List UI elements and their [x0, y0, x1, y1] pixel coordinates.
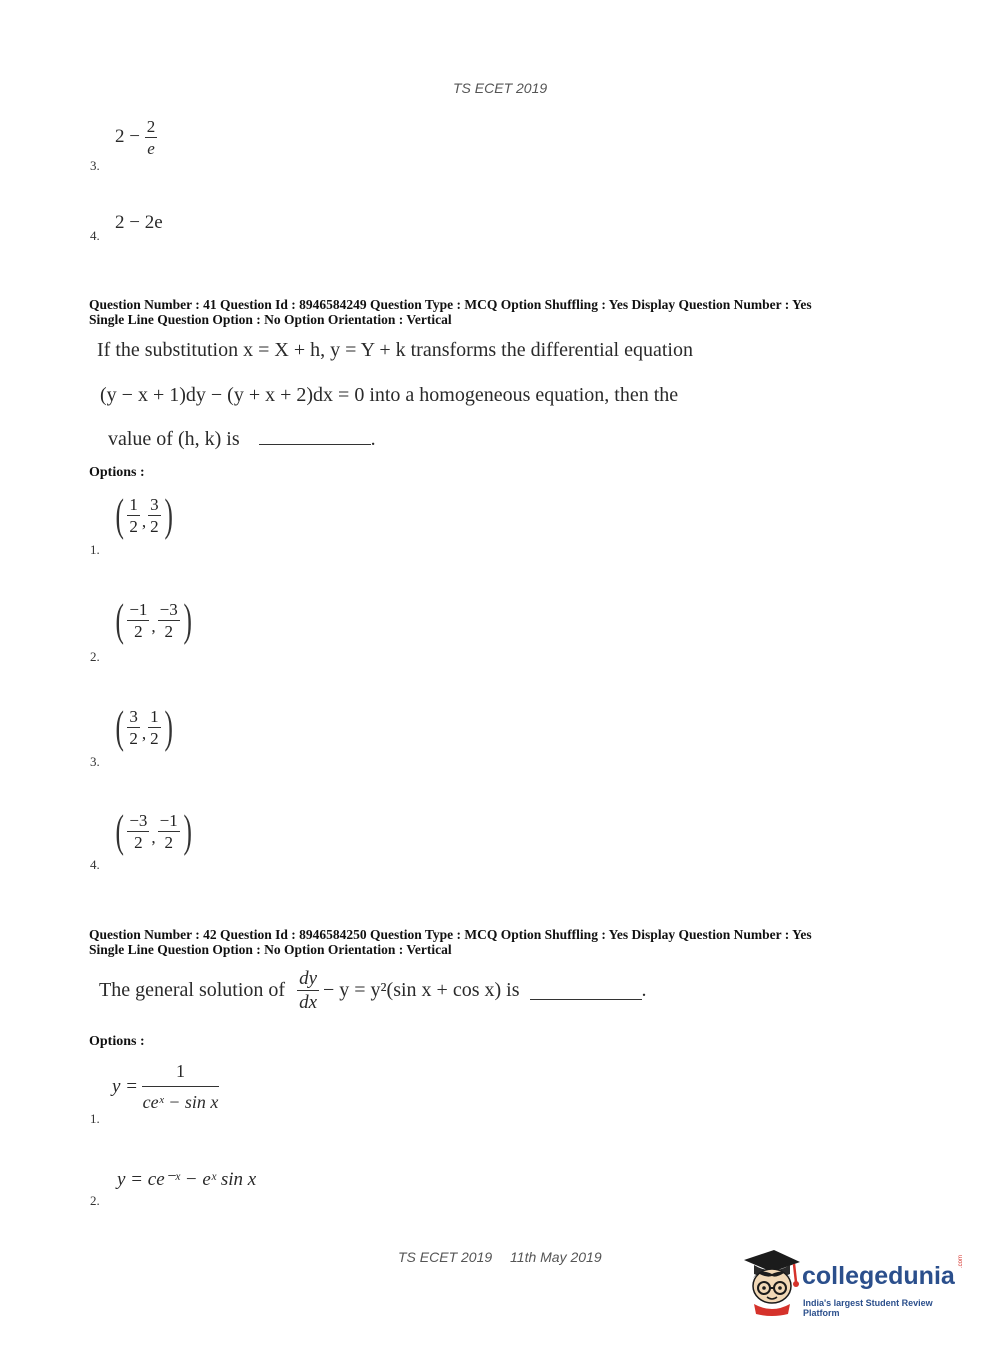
- fraction-numerator: 3: [129, 706, 138, 726]
- q42-option-2-number: 2.: [90, 1193, 100, 1208]
- footer: [398, 1249, 602, 1265]
- q41-text-line3-label: value of (h, k) is: [108, 428, 240, 450]
- q42-text-lead: The general solution of: [99, 979, 286, 1001]
- fraction-numerator: 1: [142, 1062, 219, 1087]
- q41-option-4-k: [158, 812, 180, 851]
- q42-option-1-expr: [112, 1062, 219, 1111]
- right-paren: ): [164, 489, 173, 540]
- fraction-numerator: 1: [129, 494, 138, 514]
- mascot-icon: [740, 1248, 802, 1318]
- q41-option-2-pair: [112, 594, 195, 645]
- dy-dx-fraction: [297, 969, 319, 1012]
- fraction-numerator: 2: [146, 117, 156, 136]
- q42-option-2-expr: y = ce⁻ˣ − eˣ sin x: [117, 1169, 257, 1190]
- q41-meta-line2: Single Line Question Option : No Option Orientation : Vertical: [89, 312, 452, 327]
- q41-options-label: Options :: [89, 465, 145, 480]
- q42-option-1-number: 1.: [90, 1111, 100, 1126]
- fraction-numerator: 1: [150, 706, 159, 726]
- fraction-numerator: −3: [159, 599, 178, 619]
- fraction-denominator: 2: [150, 728, 159, 748]
- page-header: TS ECET 2019: [453, 80, 548, 96]
- fraction-denominator: 2: [134, 621, 143, 641]
- q42-options-label: Options :: [89, 1034, 145, 1049]
- prev-option-3-number: 3.: [90, 158, 100, 173]
- q42-option-1-lead: y =: [112, 1075, 139, 1097]
- fraction-denominator: 2: [134, 832, 143, 852]
- prev-option-3-fraction: [145, 118, 158, 157]
- comma: ,: [151, 617, 156, 636]
- logo-tagline: India's largest Student Review Platform: [803, 1298, 933, 1318]
- fraction-numerator: −1: [129, 599, 148, 619]
- q41-option-1-k: [148, 496, 161, 535]
- q42-text: The general solution of $\frac{dy}{dx}$ − y = y²(sin x + cos x) is .: [99, 968, 647, 1013]
- fraction-denominator: dx: [299, 992, 317, 1013]
- logo-name: collegedunia: [802, 1262, 955, 1290]
- q41-meta: [89, 297, 812, 327]
- answer-blank: [259, 444, 371, 445]
- prev-option-4-number: 4.: [90, 228, 100, 243]
- q41-option-3-number: 3.: [90, 754, 100, 769]
- fraction-denominator: 2: [129, 728, 138, 748]
- q41-option-1-h: [127, 496, 140, 535]
- right-paren: ): [183, 594, 192, 645]
- q41-option-2-k: [158, 601, 180, 640]
- q41-text-line3: value of (h, k) is .: [108, 428, 376, 450]
- fraction-numerator: −1: [159, 810, 178, 830]
- q42-meta: [89, 927, 812, 957]
- footer-date: 11th May 2019: [510, 1249, 602, 1265]
- logo-suffix: .com: [958, 1254, 964, 1268]
- fraction-numerator: −3: [129, 810, 148, 830]
- fraction-numerator: dy: [299, 968, 317, 989]
- q42-meta-line1: Question Number : 42 Question Id : 8946584250 Question Type : MCQ Option Shuffling : Yes Display Question Number : Yes: [89, 927, 812, 942]
- fraction-denominator: ceˣ − sin x: [142, 1092, 219, 1112]
- fraction-denominator: 2: [150, 516, 159, 536]
- fraction-denominator: 2: [164, 621, 173, 641]
- fraction-denominator: 2: [129, 516, 138, 536]
- fraction-denominator: 2: [164, 832, 173, 852]
- q41-option-1-number: 1.: [90, 542, 100, 557]
- right-paren: ): [183, 805, 192, 856]
- q41-option-3-h: [127, 708, 140, 747]
- prev-option-3-expr: [115, 118, 157, 157]
- footer-exam: TS ECET 2019: [398, 1249, 493, 1265]
- q41-meta-line1: Question Number : 41 Question Id : 8946584249 Question Type : MCQ Option Shuffling : Yes Display Question Number : Yes: [89, 297, 812, 312]
- q42-meta-line2: Single Line Question Option : No Option Orientation : Vertical: [89, 942, 452, 957]
- comma: ,: [141, 724, 147, 743]
- collegedunia-logo[interactable]: [740, 1248, 965, 1318]
- fraction-numerator: 3: [150, 494, 159, 514]
- left-paren: (: [115, 594, 124, 645]
- q41-option-1-pair: [112, 489, 176, 540]
- q41-text-line2: (y − x + 1)dy − (y + x + 2)dx = 0 into a homogeneous equation, then the: [100, 384, 679, 406]
- q41-option-4-h: [127, 812, 149, 851]
- q41-option-2-h: [127, 601, 149, 640]
- q41-text-line1: If the substitution x = X + h, y = Y + k transforms the differential equation: [97, 339, 693, 361]
- comma: ,: [151, 828, 156, 847]
- left-paren: (: [115, 489, 124, 540]
- prev-option-3-lead: 2 −: [115, 125, 140, 147]
- q42-option-1-fraction: [142, 1062, 219, 1111]
- q41-option-2-number: 2.: [90, 649, 100, 664]
- comma: ,: [141, 512, 147, 531]
- right-paren: ): [164, 701, 173, 752]
- q41-option-4-number: 4.: [90, 857, 100, 872]
- q41-option-3-pair: [112, 701, 176, 752]
- q42-text-rest: − y = y²(sin x + cos x) is: [323, 979, 520, 1001]
- prev-option-4-expr: 2 − 2e: [115, 212, 163, 233]
- q41-option-4-pair: [112, 805, 195, 856]
- answer-blank: [530, 981, 642, 1000]
- fraction-denominator: e: [147, 139, 155, 158]
- q41-option-3-k: [148, 708, 161, 747]
- left-paren: (: [115, 701, 124, 752]
- left-paren: (: [115, 805, 124, 856]
